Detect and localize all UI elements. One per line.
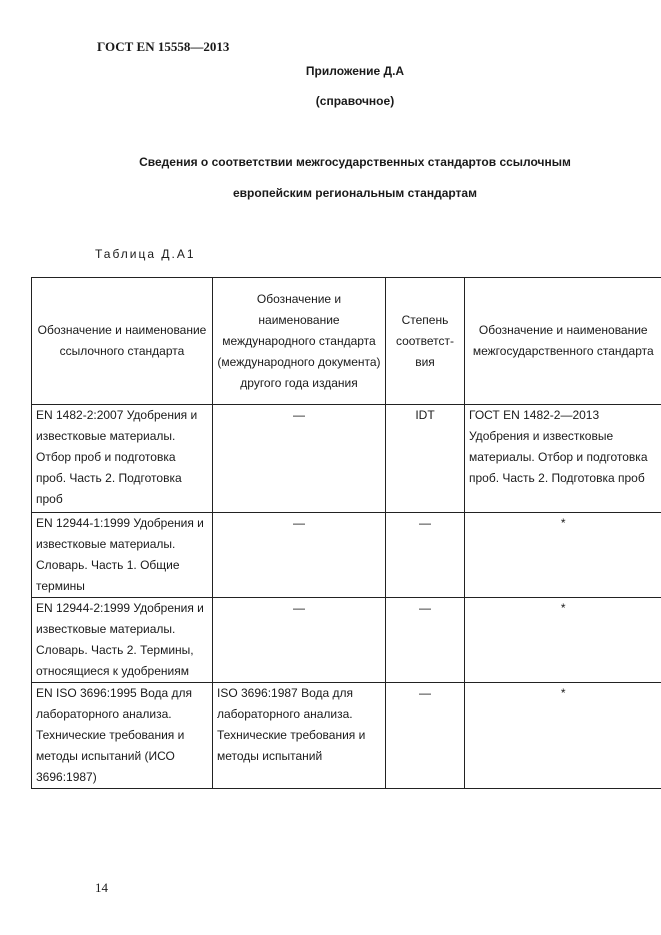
table-header-row [32,278,661,405]
cell-interstate-standard: * [465,513,661,598]
cell-international-standard: — [213,405,386,513]
page-number: 14 [95,880,108,895]
header-degree-of-correspondence: Степень соответст-вия [386,278,465,405]
annex-type: (справочное) [315,94,395,108]
cell-interstate-standard: * [465,683,661,789]
header-interstate-standard: Обозначение и наименование межгосударственного стандарта [465,278,661,405]
correspondence-table-container [31,277,661,791]
annex-heading-line-1: Сведения о соответствии межгосударственных стандартов ссылочным [139,155,571,169]
table-row [32,513,661,598]
cell-international-standard: — [213,513,386,598]
cell-degree: — [386,513,465,598]
cell-reference-standard: EN 12944-1:1999 Удобрения и известковые материалы. Словарь. Часть 1. Общие термины [32,513,213,598]
cell-reference-standard: EN 1482-2:2007 Удобрения и известковые материалы. Отбор проб и подготовка проб. Часть 2. Подготовка проб [32,405,213,513]
cell-interstate-standard: ГОСТ EN 1482-2—2013 Удобрения и известковые материалы. Отбор и подготовка проб. Часть 2. Подготовка проб [465,405,661,513]
cell-reference-standard: EN ISO 3696:1995 Вода для лабораторного анализа. Технические требования и методы испытаний (ИСО 3696:1987) [32,683,213,789]
table-caption: Таблица Д.А1 [95,247,196,261]
table-row [32,683,661,789]
table-row [32,405,661,513]
annex-heading-line-2: европейским региональным стандартам [233,186,477,200]
document-code: ГОСТ EN 15558—2013 [97,39,230,54]
cell-interstate-standard: * [465,598,661,683]
cell-reference-standard: EN 12944-2:1999 Удобрения и известковые материалы. Словарь. Часть 2. Термины, относящиеся к удобрениям [32,598,213,683]
header-reference-standard: Обозначение и наименование ссылочного стандарта [32,278,213,405]
cell-international-standard: ISO 3696:1987 Вода для лабораторного анализа. Технические требования и методы испытаний [213,683,386,789]
correspondence-table [31,277,661,789]
cell-degree: — [386,683,465,789]
cell-degree: IDT [386,405,465,513]
table-row [32,598,661,683]
header-international-standard: Обозначение и наименование международного стандарта (международного документа) другого года издания [213,278,386,405]
annex-title: Приложение Д.А [305,64,405,78]
cell-international-standard: — [213,598,386,683]
cell-degree: — [386,598,465,683]
